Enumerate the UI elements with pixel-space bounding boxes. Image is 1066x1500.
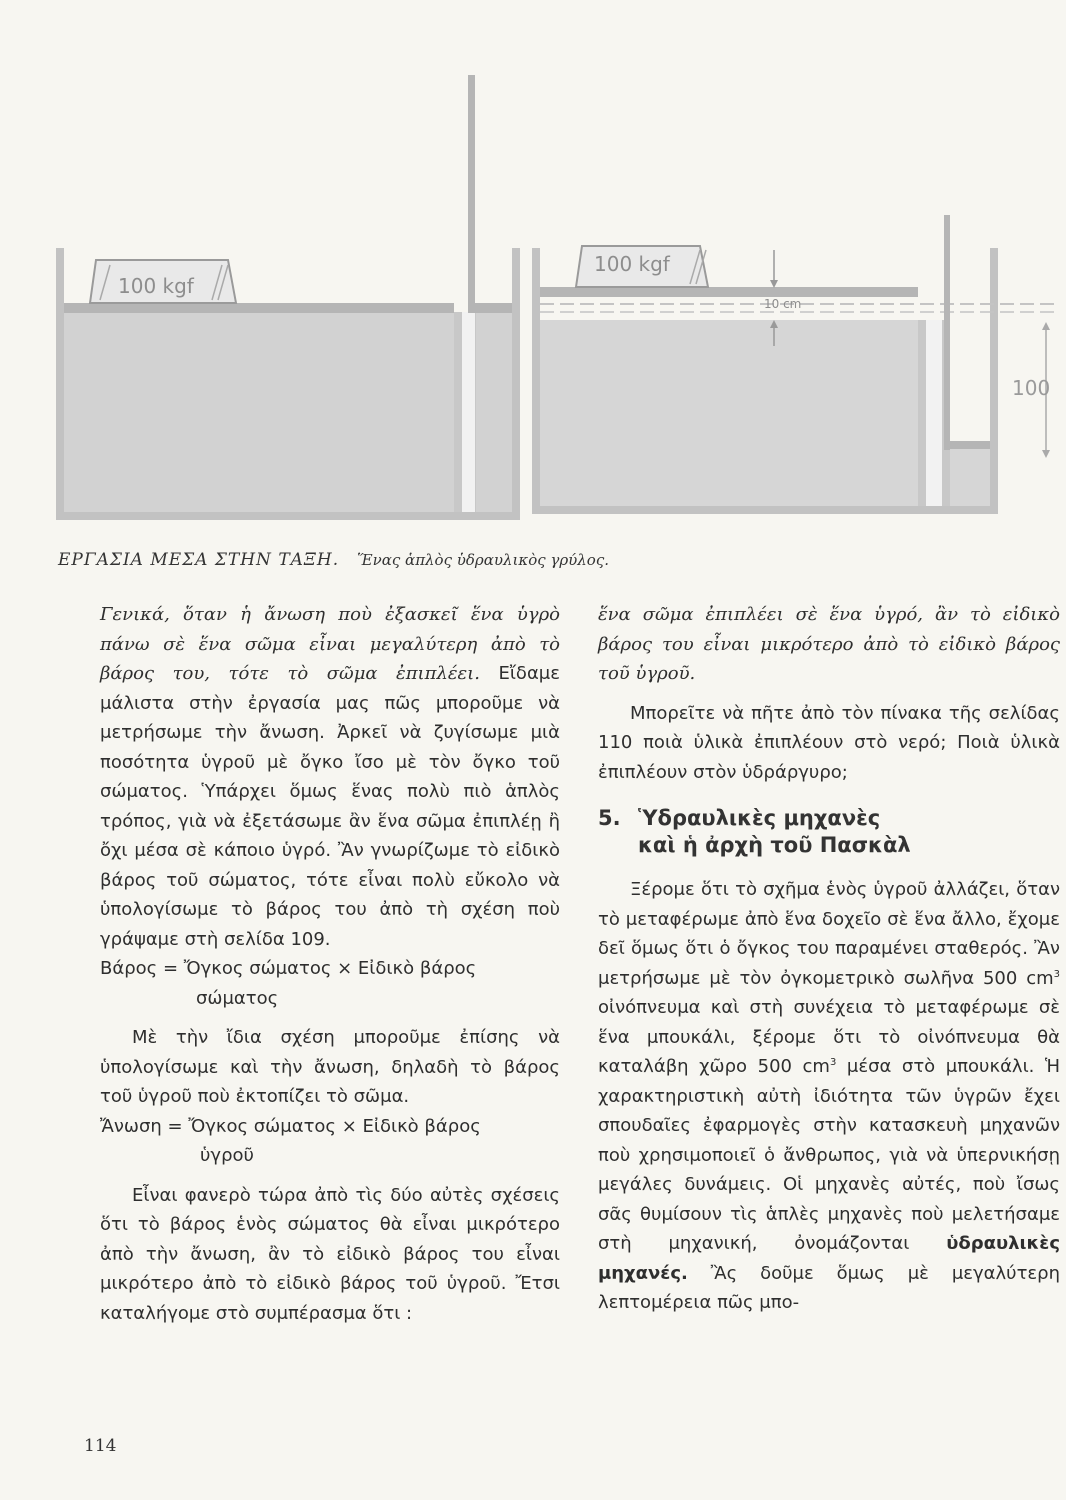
formula-buoyancy [100, 1112, 560, 1171]
right-paragraph-question: Μπορεῖτε νὰ πῆτε ἀπὸ τὸν πίνακα τῆς σελίδας 110 ποιὰ ὑλικὰ ἐπιπλέουν στὸ νερό; Ποιὰ ὑλικὰ ἐπιπλέουν στὸν ὑδράργυρο; [598, 702, 1060, 783]
weight-label-right: 100 kgf [594, 252, 670, 276]
left-paragraph-2: Μὲ τὴν ἴδια σχέση μποροῦμε ἐπίσης νὰ ὑπολογίσωμε καὶ τὴν ἄνωση, δηλαδὴ τὸ βάρος τοῦ ὑγροῦ ποὺ ἐκτοπίζει τὸ σῶμα. [100, 1027, 560, 1107]
left-paragraph-1 [100, 600, 560, 954]
formula-buoyancy-line1: Ἄνωση = Ὄγκος σώματος × Εἰδικὸ βάρος [100, 1115, 481, 1137]
right-column [598, 600, 1060, 1318]
left-column [100, 600, 560, 1328]
right-paragraph-main: Ξέρομε ὅτι τὸ σχῆμα ἑνὸς ὑγροῦ ἀλλάζει, ὅταν τὸ μεταφέρωμε ἀπὸ ἕνα δοχεῖο σὲ ἕνα ἄλλο, ἔχομε δεῖ ὅμως ὅτι ὁ ὄγκος του παραμένει σταθερός. Ἂν μετρήσωμε μὲ τὸν ὀγκομετρικὸ σωλῆνα 500 $cm^3$ οἰνόπνευμα καὶ στὴ συνέχεια τὸ μεταφέρωμε σὲ ἕνα μπουκάλι, ξέρομε ὅτι τὸ οἰνόπνευμα θὰ καταλάβη χῶρο 500 $cm^3$ μέσα στὸ μπουκάλι. Ἡ χαρακτηριστικὴ αὐτὴ ἰδιότητα τῶν ὑγρῶν ἔχει σπουδαῖες ἐφαρμογὲς στὴν κατασκευὴ μηχανῶν ποὺ χρησιμοποιεῖ ὁ ἄνθρωπος, γιὰ νὰ ὑπερνικήσῃ μεγάλες δυνάμεις. Οἱ μηχανὲς αὐτές, ποὺ ἴσως σᾶς θυμίσουν τὶς ἁπλὲς μηχανὲς ποὺ μελετήσαμε στὴ μηχανική, ὀνομάζονται ὑδραυλικὲς μηχανές. Ἂς δοῦμε ὅμως μὲ μεγαλύτερη λεπτομέρεια πῶς μπο- [598, 879, 1060, 1313]
section-heading [598, 805, 1060, 859]
page-number: 114 [84, 1436, 117, 1456]
caption-subtitle: Ἕνας ἁπλὸς ὑδραυλικὸς γρύλος. [357, 551, 610, 569]
term-hydraulic-machines: ὑδραυλικὲς μηχανές. [598, 1233, 1060, 1284]
section-title-line1: Ὑδραυλικὲς μηχανὲς [638, 806, 881, 830]
formula-buoyancy-line2: ὑγροῦ [200, 1145, 254, 1166]
right-conclusion: ἕνα σῶμα ἐπιπλέει σὲ ἕνα ὑγρό, ἂν τὸ εἰδικὸ βάρος του εἶναι μικρότερο ἀπὸ τὸ εἰδικὸ βάρος τοῦ ὑγροῦ. [598, 604, 1060, 684]
dimension-100: 100 [1012, 376, 1051, 400]
figure-caption [58, 550, 609, 570]
formula-weight-line2: σώματος [196, 987, 279, 1009]
left-paragraph-3: Εἶναι φανερὸ τώρα ἀπὸ τὶς δύο αὐτὲς σχέσεις ὅτι τὸ βάρος ἑνὸς σώματος θὰ εἶναι μικρότερο ἀπὸ τὴν ἄνωση, ἂν τὸ εἰδικὸ βάρος του εἶναι μικρότερο ἀπὸ τὸ εἰδικὸ βάρος τοῦ ὑγροῦ. Ἔτσι καταλήγομε στὸ συμπέρασμα ὅτι : [100, 1184, 560, 1324]
dimension-10cm: 10 cm [764, 297, 802, 311]
caption-title: ΕΡΓΑΣΙΑ ΜΕΣΑ ΣΤΗΝ ΤΑΞΗ. [58, 550, 340, 570]
formula-weight-line1: Βάρος = Ὄγκος σώματος × Εἰδικὸ βάρος [100, 958, 477, 979]
weight-label-left: 100 kgf [118, 274, 194, 298]
formula-weight [100, 954, 560, 1013]
left-p1-italic: Γενικά, ὅταν ἡ ἄνωση ποὺ ἐξασκεῖ ἕνα ὑγρὸ πάνω σὲ ἕνα σῶμα εἶναι μεγαλύτερη ἀπὸ τὸ βάρος του, τότε τὸ σῶμα ἐπιπλέει. [100, 604, 560, 684]
section-title-line2: καὶ ἡ ἀρχὴ τοῦ Πασκὰλ [638, 833, 911, 857]
left-p1-rest: Εἴδαμε μάλιστα στὴν ἐργασία μας πῶς μποροῦμε νὰ μετρήσωμε τὴν ἄνωση. Ἀρκεῖ νὰ ζυγίσωμε μιὰ ποσότητα ὑγροῦ μὲ ὄγκο ἴσο μὲ τὸν ὄγκο τοῦ σώματος. Ὑπάρχει ὅμως ἕνας πολὺ πιὸ ἁπλὸς τρόπος, γιὰ νὰ ἐξετάσωμε ἂν ἕνα σῶμα ἐπιπλέῃ ἢ ὄχι μέσα σὲ κάποιο ὑγρό. Ἂν γνωρίζωμε τὸ εἰδικὸ βάρος τοῦ σώματος, τότε εἶναι πολὺ εὔκολο νὰ ὑπολογίσωμε τὸ βάρος του ἀπὸ τὴ σχέση ποὺ γράψαμε στὴ σελίδα 109. [100, 663, 560, 950]
section-number: 5. [598, 806, 621, 830]
hydraulic-jack-figure [0, 0, 1066, 545]
